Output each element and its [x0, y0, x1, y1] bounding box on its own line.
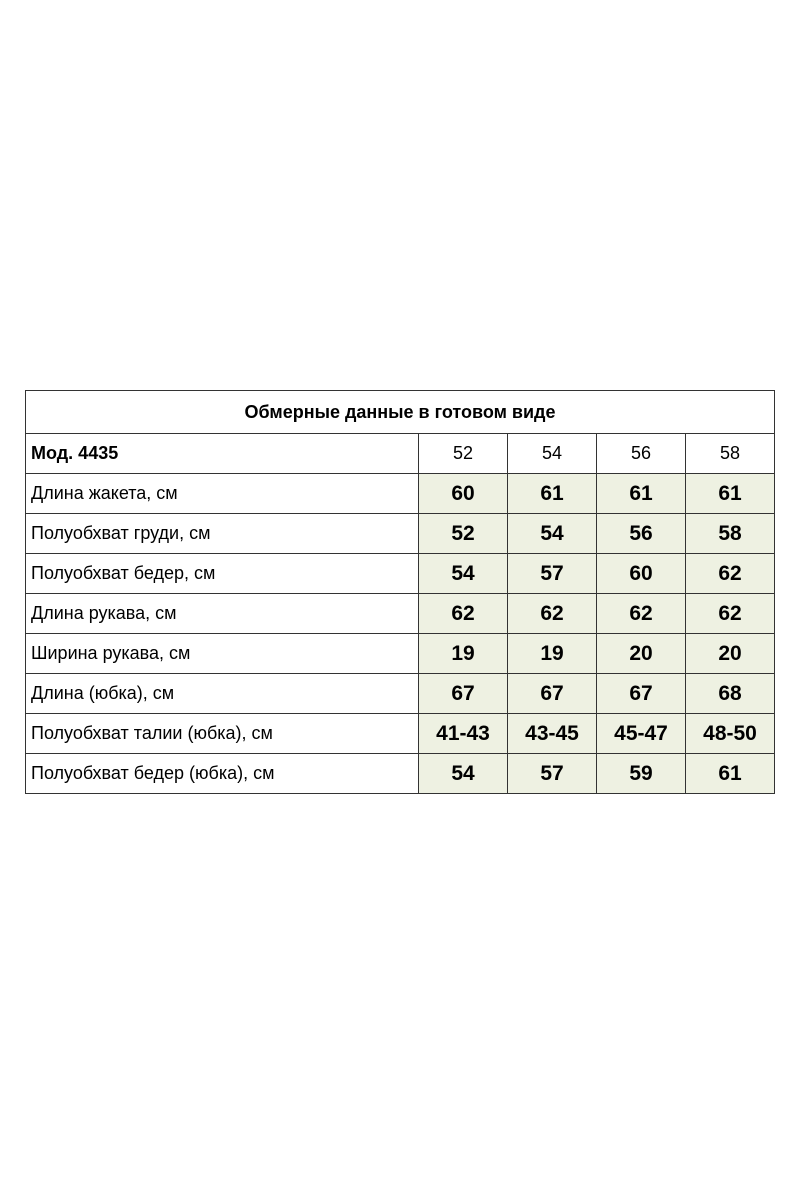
value-cell: 61 [597, 474, 686, 514]
row-label: Полуобхват бедер, см [26, 554, 419, 594]
value-cell: 48-50 [686, 714, 775, 754]
value-cell: 61 [686, 754, 775, 794]
table-row [26, 474, 775, 514]
row-label: Длина жакета, см [26, 474, 419, 514]
value-cell: 62 [597, 594, 686, 634]
value-cell: 67 [597, 674, 686, 714]
row-label: Ширина рукава, см [26, 634, 419, 674]
value-cell: 54 [419, 554, 508, 594]
row-label: Полуобхват талии (юбка), см [26, 714, 419, 754]
value-cell: 54 [508, 514, 597, 554]
table-row [26, 634, 775, 674]
value-cell: 57 [508, 554, 597, 594]
value-cell: 20 [597, 634, 686, 674]
measurements-table [25, 390, 775, 794]
size-header: 56 [597, 434, 686, 474]
value-cell: 62 [419, 594, 508, 634]
header-row [26, 434, 775, 474]
value-cell: 57 [508, 754, 597, 794]
table-row [26, 674, 775, 714]
value-cell: 68 [686, 674, 775, 714]
table-row [26, 754, 775, 794]
value-cell: 19 [508, 634, 597, 674]
value-cell: 58 [686, 514, 775, 554]
row-label: Длина рукава, см [26, 594, 419, 634]
value-cell: 60 [419, 474, 508, 514]
size-header: 54 [508, 434, 597, 474]
value-cell: 41-43 [419, 714, 508, 754]
size-header: 52 [419, 434, 508, 474]
table-row [26, 594, 775, 634]
value-cell: 62 [508, 594, 597, 634]
table-title: Обмерные данные в готовом виде [26, 391, 775, 434]
value-cell: 67 [508, 674, 597, 714]
value-cell: 19 [419, 634, 508, 674]
row-label: Полуобхват бедер (юбка), см [26, 754, 419, 794]
value-cell: 54 [419, 754, 508, 794]
value-cell: 59 [597, 754, 686, 794]
row-label: Полуобхват груди, см [26, 514, 419, 554]
size-header: 58 [686, 434, 775, 474]
value-cell: 62 [686, 554, 775, 594]
title-row [26, 391, 775, 434]
value-cell: 62 [686, 594, 775, 634]
value-cell: 61 [686, 474, 775, 514]
value-cell: 61 [508, 474, 597, 514]
model-label: Мод. 4435 [26, 434, 419, 474]
value-cell: 60 [597, 554, 686, 594]
value-cell: 67 [419, 674, 508, 714]
value-cell: 45-47 [597, 714, 686, 754]
value-cell: 56 [597, 514, 686, 554]
value-cell: 52 [419, 514, 508, 554]
table-row [26, 554, 775, 594]
row-label: Длина (юбка), см [26, 674, 419, 714]
value-cell: 20 [686, 634, 775, 674]
table-row [26, 714, 775, 754]
table-row [26, 514, 775, 554]
value-cell: 43-45 [508, 714, 597, 754]
